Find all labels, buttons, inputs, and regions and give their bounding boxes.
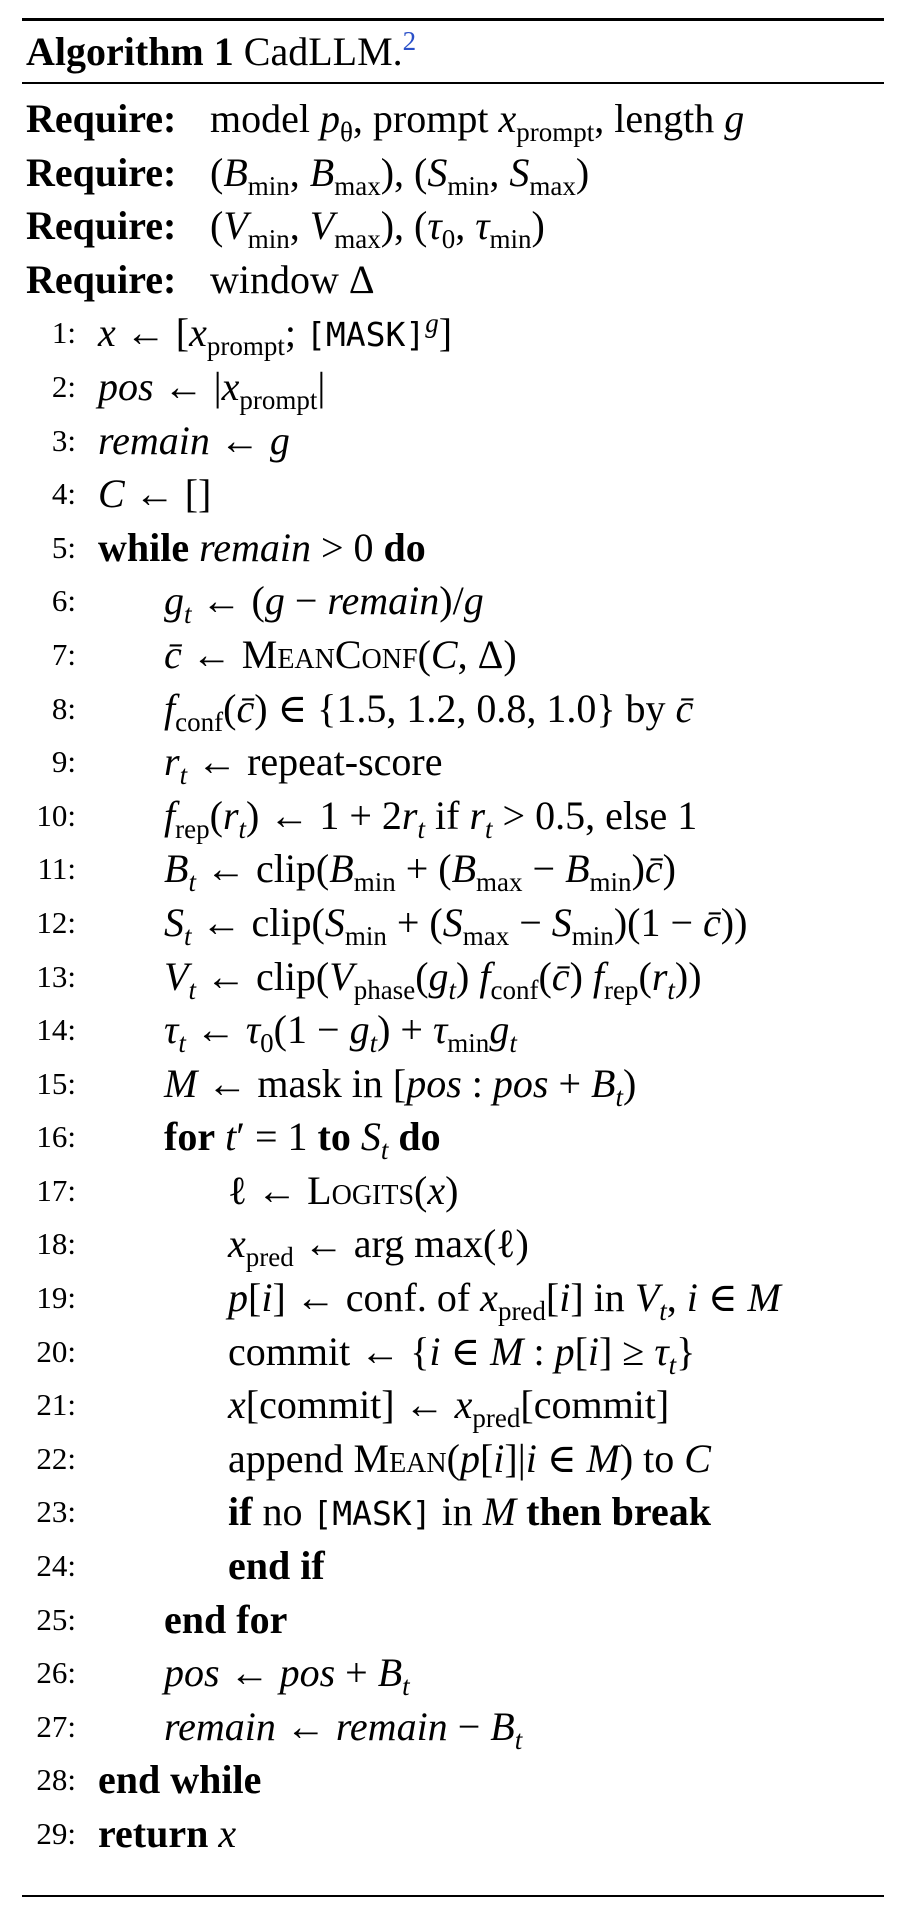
algorithm-caption (26, 24, 416, 80)
algorithm-line (0, 1057, 906, 1111)
algorithm-line (0, 1646, 906, 1700)
line-statement: $V_t$ ← $clip(V_{phase}(g_t)$ $f_{conf}(c̄)$ $f_{rep}(r_t)$) (164, 953, 702, 1005)
line-number: 4: (51, 476, 76, 512)
line-number: 9: (51, 744, 76, 780)
line-number: 22: (36, 1440, 76, 1476)
algorithm-line (0, 628, 906, 682)
algorithm-name: CadLLM. (243, 29, 403, 74)
algorithm-line (0, 1003, 906, 1057)
algorithm-line (0, 735, 906, 789)
line-statement: if no [MASK] in M then break (228, 1489, 711, 1535)
line-statement: $x_{pred}$ ← arg max(ℓ) (228, 1221, 529, 1273)
algorithm-line (0, 414, 906, 468)
line-statement: C ← [] (98, 471, 212, 517)
line-number: 3: (51, 422, 76, 458)
line-number: 13: (36, 958, 76, 994)
algorithm-line (0, 1432, 906, 1486)
algorithm-line (0, 1753, 906, 1807)
line-statement: for t′ = 1 to $S_t$ do (164, 1114, 441, 1166)
line-statement: return x (98, 1811, 237, 1856)
algorithm-line (0, 1807, 906, 1861)
line-number: 14: (36, 1012, 76, 1048)
line-number: 20: (36, 1333, 76, 1369)
line-number: 25: (36, 1601, 76, 1637)
line-number: 29: (36, 1816, 76, 1851)
line-statement: pos ← $|x_{prompt}|$ (98, 363, 326, 415)
line-statement: end if (228, 1543, 325, 1589)
line-number: 7: (51, 636, 76, 672)
require-keyword: Require: (26, 256, 177, 302)
line-number: 28: (36, 1762, 76, 1798)
algorithm-line (0, 521, 906, 575)
require-keyword: Require: (26, 203, 177, 249)
line-statement: ℓ ← Logits(x) (228, 1167, 459, 1213)
line-number: 19: (36, 1280, 76, 1316)
algorithm-line (0, 1325, 906, 1379)
require-keyword: Require: (26, 96, 177, 141)
line-statement: remain ← remain − $B_t$ (164, 1703, 523, 1755)
caption-rule (22, 82, 884, 84)
line-statement: $B_t$ ← $clip(B_{min} + (B_{max}$ − $B_{min})c̄$) (164, 846, 676, 898)
line-statement: remain ← g (98, 417, 290, 463)
line-number: 15: (36, 1065, 76, 1101)
algorithm-line (0, 306, 906, 360)
line-number: 26: (36, 1655, 76, 1691)
line-statement: append Mean(p[i]|i ∈ M) to C (228, 1435, 711, 1481)
line-number: 6: (51, 583, 76, 619)
top-rule (22, 18, 884, 21)
require-keyword: Require: (26, 149, 177, 195)
line-statement: $r_t$ ← repeat-score (164, 739, 443, 791)
line-statement: $S_t$ ← $clip(S_{min} + (S_{max} - S_{min})(1$ − c̄)) (164, 899, 748, 951)
algorithm-line (0, 1700, 906, 1754)
require-text: ($V_{min}$, $V_{max}$), ($\tau_0$, $\tau_{min}$) (210, 203, 545, 255)
line-statement: pos ← pos + $B_t$ (164, 1650, 410, 1702)
require-text: window Δ (210, 256, 375, 302)
line-statement: $f_{conf}(c̄)$ ∈ {1.5, 1.2, 0.8, 1.0} by c̄ (164, 685, 694, 737)
line-number: 24: (36, 1548, 76, 1584)
algorithm-line (0, 1164, 906, 1218)
line-statement: p[i] ← conf. of $x_{pred}[i]$ in $V_t$, i ∈ M (228, 1275, 781, 1327)
line-number: 8: (51, 690, 76, 726)
bottom-rule (22, 1895, 884, 1897)
algorithm-line (0, 1378, 906, 1432)
line-number: 10: (36, 797, 76, 833)
line-number: 17: (36, 1172, 76, 1208)
require-line (0, 92, 906, 146)
algorithm-line (0, 574, 906, 628)
algorithm-line (0, 1593, 906, 1647)
line-number: 21: (36, 1387, 76, 1423)
algorithm-line (0, 1217, 906, 1271)
require-text: ($B_{min}$, $B_{max}$), ($S_{min}$, $S_{max}$) (210, 149, 590, 201)
require-line (0, 199, 906, 253)
algorithm-line (0, 682, 906, 736)
line-statement: while remain > 0 do (98, 524, 426, 570)
line-statement: x ← [$x_{prompt}$; [MASK]$^g$] (98, 308, 453, 362)
require-line (0, 253, 906, 307)
line-statement: commit ← {i ∈ M : $p[i] \ge \tau_t$} (228, 1328, 696, 1380)
algorithm-line (0, 896, 906, 950)
line-statement: end for (164, 1596, 288, 1642)
footnote-marker[interactable]: 2 (402, 26, 417, 56)
line-statement: x[commit] ← $x_{pred}[commit]$ (228, 1382, 670, 1434)
algorithm-line (0, 1539, 906, 1593)
algorithm-line (0, 1110, 906, 1164)
algorithm-line (0, 842, 906, 896)
line-number: 2: (51, 368, 76, 404)
algorithm-line (0, 789, 906, 843)
line-number: 16: (36, 1119, 76, 1155)
line-number: 27: (36, 1708, 76, 1744)
algorithm-line (0, 1271, 906, 1325)
line-number: 18: (36, 1226, 76, 1262)
require-text: model $p_\theta$, prompt $x_{prompt}$, length g (210, 96, 745, 147)
algorithm-label: Algorithm 1 (26, 29, 234, 74)
line-number: 1: (51, 315, 76, 351)
algorithm-line (0, 950, 906, 1004)
line-statement: end while (98, 1757, 262, 1803)
require-line (0, 146, 906, 200)
line-number: 12: (36, 904, 76, 940)
line-statement: M ← mask in [pos : pos + $B_t$) (164, 1060, 637, 1112)
line-number: 23: (36, 1494, 76, 1530)
algorithm-line (0, 1485, 906, 1539)
line-statement: $f_{rep}(r_t)$ ← $1 + 2r_t$ if $r_t > 0.5$, else 1 (164, 792, 698, 844)
algorithm-body (0, 92, 906, 1861)
line-statement: $g_t$ ← (g − remain)/g (164, 578, 484, 630)
algorithm-line (0, 360, 906, 414)
algorithm-line (0, 467, 906, 521)
line-number: 5: (51, 529, 76, 565)
line-number: 11: (37, 851, 76, 887)
line-statement: c̄ ← MeanConf(C, Δ) (164, 631, 517, 677)
line-statement: $\tau_t$ ← $\tau_0(1 - g_t) + \tau_{min}g_t$ (164, 1007, 517, 1059)
